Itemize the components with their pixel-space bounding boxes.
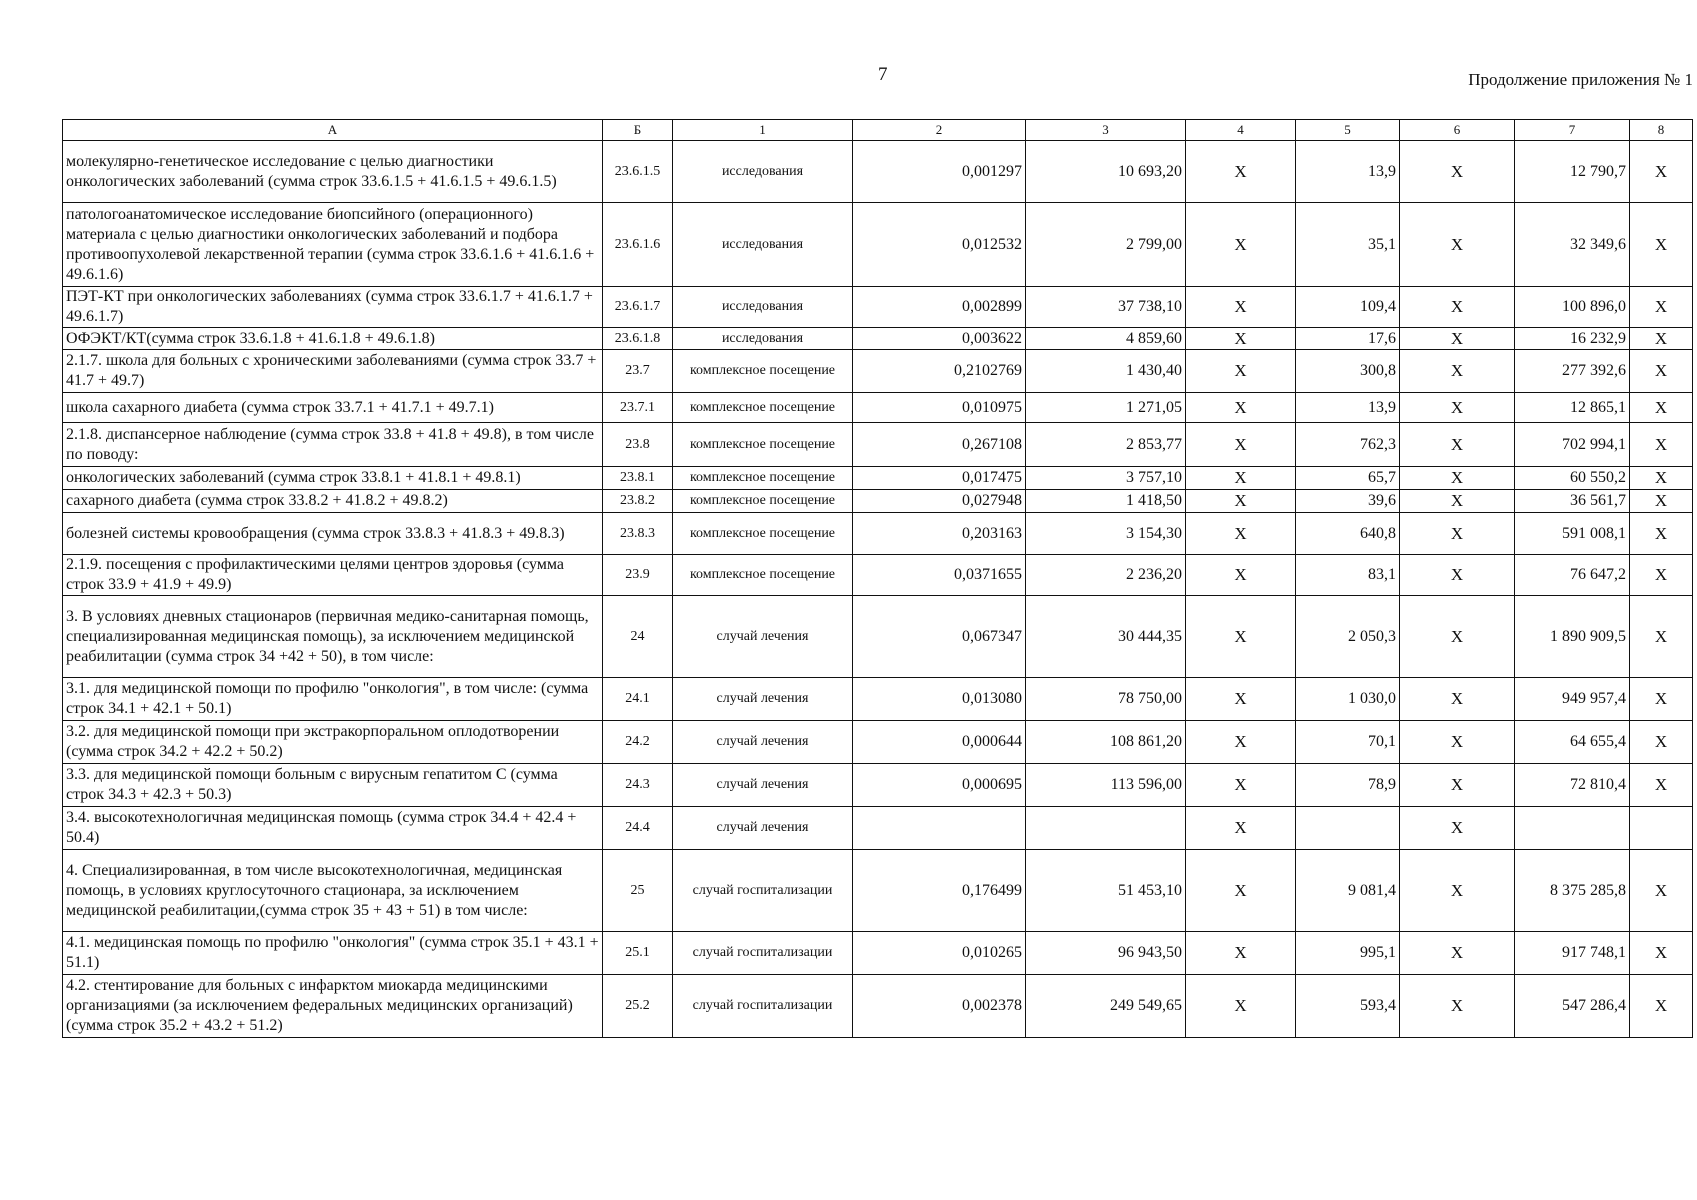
unit-cell: комплексное посещение bbox=[673, 555, 853, 596]
table-row bbox=[63, 596, 1693, 678]
row-label: 2.1.7. школа для больных с хроническими заболеваниями (сумма строк 33.7 + 41.7 + 49.7) bbox=[63, 350, 603, 393]
row-code: 25.2 bbox=[603, 975, 673, 1038]
table-row bbox=[63, 287, 1693, 328]
col7-cell: 8 375 285,8 bbox=[1515, 850, 1630, 932]
col6-cell: Х bbox=[1400, 287, 1515, 328]
unit-cell: случай лечения bbox=[673, 764, 853, 807]
table-row bbox=[63, 350, 1693, 393]
col3-cell: 113 596,00 bbox=[1026, 764, 1186, 807]
table-row bbox=[63, 490, 1693, 513]
col3-cell: 30 444,35 bbox=[1026, 596, 1186, 678]
col2-cell: 0,176499 bbox=[853, 850, 1026, 932]
col5-cell: 78,9 bbox=[1296, 764, 1400, 807]
col5-cell: 17,6 bbox=[1296, 328, 1400, 350]
col8-cell: Х bbox=[1630, 287, 1693, 328]
col7-cell: 72 810,4 bbox=[1515, 764, 1630, 807]
col4-cell: Х bbox=[1186, 467, 1296, 490]
table-row bbox=[63, 423, 1693, 467]
col7-cell: 917 748,1 bbox=[1515, 932, 1630, 975]
col7-cell: 277 392,6 bbox=[1515, 350, 1630, 393]
col6-cell: Х bbox=[1400, 513, 1515, 555]
col3-cell: 78 750,00 bbox=[1026, 678, 1186, 721]
col7-cell: 12 865,1 bbox=[1515, 393, 1630, 423]
row-label: молекулярно-генетическое исследование с целью диагностики онкологических заболеваний (сумма строк 33.6.1.5 + 41.6.1.5 + 49.6.1.5) bbox=[63, 141, 603, 203]
row-code: 25 bbox=[603, 850, 673, 932]
unit-cell: случай госпитализации bbox=[673, 975, 853, 1038]
col6-cell: Х bbox=[1400, 678, 1515, 721]
col5-cell: 109,4 bbox=[1296, 287, 1400, 328]
header-cell: 1 bbox=[673, 120, 853, 141]
col7-cell: 76 647,2 bbox=[1515, 555, 1630, 596]
unit-cell: комплексное посещение bbox=[673, 513, 853, 555]
row-code: 23.8 bbox=[603, 423, 673, 467]
col2-cell: 0,001297 bbox=[853, 141, 1026, 203]
col2-cell: 0,012532 bbox=[853, 203, 1026, 287]
row-label: 4. Специализированная, в том числе высокотехнологичная, медицинская помощь, в условиях круглосуточного стационара, за исключением медицинской реабилитации,(сумма строк 35 + 43 + 51) в том числе: bbox=[63, 850, 603, 932]
col6-cell: Х bbox=[1400, 721, 1515, 764]
col5-cell: 13,9 bbox=[1296, 393, 1400, 423]
col4-cell: Х bbox=[1186, 555, 1296, 596]
unit-cell: исследования bbox=[673, 287, 853, 328]
col4-cell: Х bbox=[1186, 975, 1296, 1038]
unit-cell: комплексное посещение bbox=[673, 393, 853, 423]
col3-cell: 3 154,30 bbox=[1026, 513, 1186, 555]
col8-cell: Х bbox=[1630, 203, 1693, 287]
unit-cell: комплексное посещение bbox=[673, 467, 853, 490]
col3-cell: 2 799,00 bbox=[1026, 203, 1186, 287]
row-label: патологоанатомическое исследование биопсийного (операционного) материала с целью диагностики онкологических заболеваний и подбора противоопухолевой лекарственной терапии (сумма строк 33.6.1.6 + 41.6.1.6 + 49.6.1.6) bbox=[63, 203, 603, 287]
row-label: 2.1.8. диспансерное наблюдение (сумма строк 33.8 + 41.8 + 49.8), в том числе по поводу: bbox=[63, 423, 603, 467]
table-row bbox=[63, 721, 1693, 764]
col8-cell: Х bbox=[1630, 393, 1693, 423]
header-cell: Б bbox=[603, 120, 673, 141]
col6-cell: Х bbox=[1400, 932, 1515, 975]
continuation-note: Продолжение приложения № 1 bbox=[1468, 70, 1693, 89]
col8-cell: Х bbox=[1630, 423, 1693, 467]
page-number: 7 bbox=[878, 64, 888, 85]
col3-cell: 249 549,65 bbox=[1026, 975, 1186, 1038]
row-code: 24.3 bbox=[603, 764, 673, 807]
header-row bbox=[63, 120, 1693, 141]
table-row bbox=[63, 328, 1693, 350]
col4-cell: Х bbox=[1186, 141, 1296, 203]
unit-cell: исследования bbox=[673, 203, 853, 287]
col7-cell: 591 008,1 bbox=[1515, 513, 1630, 555]
col7-cell: 32 349,6 bbox=[1515, 203, 1630, 287]
col4-cell: Х bbox=[1186, 807, 1296, 850]
col6-cell: Х bbox=[1400, 490, 1515, 513]
header-cell: 6 bbox=[1400, 120, 1515, 141]
col4-cell: Х bbox=[1186, 596, 1296, 678]
col6-cell: Х bbox=[1400, 467, 1515, 490]
col5-cell: 2 050,3 bbox=[1296, 596, 1400, 678]
header-cell: 5 bbox=[1296, 120, 1400, 141]
row-label: болезней системы кровообращения (сумма строк 33.8.3 + 41.8.3 + 49.8.3) bbox=[63, 513, 603, 555]
col4-cell: Х bbox=[1186, 350, 1296, 393]
col8-cell: Х bbox=[1630, 513, 1693, 555]
row-label: ОФЭКТ/КТ(сумма строк 33.6.1.8 + 41.6.1.8 + 49.6.1.8) bbox=[63, 328, 603, 350]
row-code: 23.6.1.8 bbox=[603, 328, 673, 350]
col2-cell: 0,267108 bbox=[853, 423, 1026, 467]
col4-cell: Х bbox=[1186, 764, 1296, 807]
col6-cell: Х bbox=[1400, 975, 1515, 1038]
col2-cell bbox=[853, 807, 1026, 850]
unit-cell: комплексное посещение bbox=[673, 490, 853, 513]
col4-cell: Х bbox=[1186, 721, 1296, 764]
col2-cell: 0,067347 bbox=[853, 596, 1026, 678]
row-code: 24 bbox=[603, 596, 673, 678]
header-cell: 8 bbox=[1630, 120, 1693, 141]
unit-cell: случай госпитализации bbox=[673, 932, 853, 975]
row-label: 2.1.9. посещения с профилактическими целями центров здоровья (сумма строк 33.9 + 41.9 + 49.9) bbox=[63, 555, 603, 596]
unit-cell: случай лечения bbox=[673, 678, 853, 721]
col5-cell: 640,8 bbox=[1296, 513, 1400, 555]
col8-cell: Х bbox=[1630, 328, 1693, 350]
col5-cell: 593,4 bbox=[1296, 975, 1400, 1038]
col2-cell: 0,0371655 bbox=[853, 555, 1026, 596]
col6-cell: Х bbox=[1400, 555, 1515, 596]
col6-cell: Х bbox=[1400, 393, 1515, 423]
col8-cell: Х bbox=[1630, 596, 1693, 678]
col2-cell: 0,010975 bbox=[853, 393, 1026, 423]
col3-cell: 1 418,50 bbox=[1026, 490, 1186, 513]
col4-cell: Х bbox=[1186, 328, 1296, 350]
col4-cell: Х bbox=[1186, 850, 1296, 932]
col7-cell: 36 561,7 bbox=[1515, 490, 1630, 513]
col4-cell: Х bbox=[1186, 513, 1296, 555]
unit-cell: случай лечения bbox=[673, 596, 853, 678]
col8-cell: Х bbox=[1630, 490, 1693, 513]
header-cell: 4 bbox=[1186, 120, 1296, 141]
col6-cell: Х bbox=[1400, 764, 1515, 807]
col3-cell: 10 693,20 bbox=[1026, 141, 1186, 203]
col6-cell: Х bbox=[1400, 596, 1515, 678]
col5-cell: 762,3 bbox=[1296, 423, 1400, 467]
col5-cell: 70,1 bbox=[1296, 721, 1400, 764]
row-code: 25.1 bbox=[603, 932, 673, 975]
header-cell: А bbox=[63, 120, 603, 141]
header-cell: 3 bbox=[1026, 120, 1186, 141]
unit-cell: исследования bbox=[673, 141, 853, 203]
col4-cell: Х bbox=[1186, 490, 1296, 513]
table-row bbox=[63, 513, 1693, 555]
col3-cell: 96 943,50 bbox=[1026, 932, 1186, 975]
row-code: 23.8.1 bbox=[603, 467, 673, 490]
col7-cell: 702 994,1 bbox=[1515, 423, 1630, 467]
col2-cell: 0,2102769 bbox=[853, 350, 1026, 393]
row-label: 4.1. медицинская помощь по профилю "онкология" (сумма строк 35.1 + 43.1 + 51.1) bbox=[63, 932, 603, 975]
col2-cell: 0,010265 bbox=[853, 932, 1026, 975]
col5-cell: 995,1 bbox=[1296, 932, 1400, 975]
row-label: 3. В условиях дневных стационаров (первичная медико-санитарная помощь, специализированная медицинская помощь), за исключением медицинской реабилитации (сумма строк 34 +42 + 50), в том числе: bbox=[63, 596, 603, 678]
unit-cell: случай госпитализации bbox=[673, 850, 853, 932]
col4-cell: Х bbox=[1186, 932, 1296, 975]
col5-cell: 13,9 bbox=[1296, 141, 1400, 203]
row-code: 24.1 bbox=[603, 678, 673, 721]
col5-cell: 9 081,4 bbox=[1296, 850, 1400, 932]
table-row bbox=[63, 555, 1693, 596]
col5-cell: 35,1 bbox=[1296, 203, 1400, 287]
table-row bbox=[63, 850, 1693, 932]
row-label: школа сахарного диабета (сумма строк 33.7.1 + 41.7.1 + 49.7.1) bbox=[63, 393, 603, 423]
col7-cell bbox=[1515, 807, 1630, 850]
row-label: 3.3. для медицинской помощи больным с вирусным гепатитом С (сумма строк 34.3 + 42.3 + 50.3) bbox=[63, 764, 603, 807]
unit-cell: случай лечения bbox=[673, 807, 853, 850]
col6-cell: Х bbox=[1400, 141, 1515, 203]
col4-cell: Х bbox=[1186, 393, 1296, 423]
row-code: 23.6.1.6 bbox=[603, 203, 673, 287]
col2-cell: 0,017475 bbox=[853, 467, 1026, 490]
row-code: 23.7 bbox=[603, 350, 673, 393]
col6-cell: Х bbox=[1400, 423, 1515, 467]
col2-cell: 0,027948 bbox=[853, 490, 1026, 513]
header-cell: 7 bbox=[1515, 120, 1630, 141]
table-row bbox=[63, 975, 1693, 1038]
col8-cell: Х bbox=[1630, 975, 1693, 1038]
col7-cell: 100 896,0 bbox=[1515, 287, 1630, 328]
row-code: 24.2 bbox=[603, 721, 673, 764]
unit-cell: комплексное посещение bbox=[673, 423, 853, 467]
row-code: 23.9 bbox=[603, 555, 673, 596]
row-code: 23.6.1.5 bbox=[603, 141, 673, 203]
row-code: 23.8.2 bbox=[603, 490, 673, 513]
col7-cell: 547 286,4 bbox=[1515, 975, 1630, 1038]
table-row bbox=[63, 393, 1693, 423]
row-label: ПЭТ-КТ при онкологических заболеваниях (сумма строк 33.6.1.7 + 41.6.1.7 + 49.6.1.7) bbox=[63, 287, 603, 328]
row-label: 3.1. для медицинской помощи по профилю "онкология", в том числе: (сумма строк 34.1 + 42.1 + 50.1) bbox=[63, 678, 603, 721]
col7-cell: 16 232,9 bbox=[1515, 328, 1630, 350]
data-table bbox=[62, 119, 1693, 1038]
table-row bbox=[63, 141, 1693, 203]
col4-cell: Х bbox=[1186, 203, 1296, 287]
unit-cell: комплексное посещение bbox=[673, 350, 853, 393]
col5-cell: 1 030,0 bbox=[1296, 678, 1400, 721]
row-label: 3.4. высокотехнологичная медицинская помощь (сумма строк 34.4 + 42.4 + 50.4) bbox=[63, 807, 603, 850]
col8-cell bbox=[1630, 807, 1693, 850]
table-row bbox=[63, 467, 1693, 490]
col2-cell: 0,203163 bbox=[853, 513, 1026, 555]
col3-cell: 1 271,05 bbox=[1026, 393, 1186, 423]
col7-cell: 1 890 909,5 bbox=[1515, 596, 1630, 678]
col6-cell: Х bbox=[1400, 350, 1515, 393]
col5-cell bbox=[1296, 807, 1400, 850]
col4-cell: Х bbox=[1186, 287, 1296, 328]
col3-cell: 1 430,40 bbox=[1026, 350, 1186, 393]
col2-cell: 0,003622 bbox=[853, 328, 1026, 350]
col6-cell: Х bbox=[1400, 328, 1515, 350]
col6-cell: Х bbox=[1400, 850, 1515, 932]
col3-cell: 37 738,10 bbox=[1026, 287, 1186, 328]
col3-cell: 2 236,20 bbox=[1026, 555, 1186, 596]
table-row bbox=[63, 932, 1693, 975]
row-label: онкологических заболеваний (сумма строк 33.8.1 + 41.8.1 + 49.8.1) bbox=[63, 467, 603, 490]
col7-cell: 64 655,4 bbox=[1515, 721, 1630, 764]
col7-cell: 949 957,4 bbox=[1515, 678, 1630, 721]
table-row bbox=[63, 203, 1693, 287]
table-row bbox=[63, 764, 1693, 807]
col5-cell: 39,6 bbox=[1296, 490, 1400, 513]
col8-cell: Х bbox=[1630, 932, 1693, 975]
col3-cell bbox=[1026, 807, 1186, 850]
unit-cell: случай лечения bbox=[673, 721, 853, 764]
header-cell: 2 bbox=[853, 120, 1026, 141]
col2-cell: 0,000644 bbox=[853, 721, 1026, 764]
col2-cell: 0,002378 bbox=[853, 975, 1026, 1038]
col8-cell: Х bbox=[1630, 141, 1693, 203]
row-code: 24.4 bbox=[603, 807, 673, 850]
col8-cell: Х bbox=[1630, 678, 1693, 721]
col8-cell: Х bbox=[1630, 764, 1693, 807]
row-code: 23.6.1.7 bbox=[603, 287, 673, 328]
row-code: 23.7.1 bbox=[603, 393, 673, 423]
table-body bbox=[63, 141, 1693, 1038]
row-label: 4.2. стентирование для больных с инфарктом миокарда медицинскими организациями (за исключением федеральных медицинских организаций) (сумма строк 35.2 + 43.2 + 51.2) bbox=[63, 975, 603, 1038]
row-label: сахарного диабета (сумма строк 33.8.2 + 41.8.2 + 49.8.2) bbox=[63, 490, 603, 513]
col4-cell: Х bbox=[1186, 423, 1296, 467]
unit-cell: исследования bbox=[673, 328, 853, 350]
col2-cell: 0,013080 bbox=[853, 678, 1026, 721]
col3-cell: 2 853,77 bbox=[1026, 423, 1186, 467]
col6-cell: Х bbox=[1400, 807, 1515, 850]
col5-cell: 83,1 bbox=[1296, 555, 1400, 596]
col5-cell: 65,7 bbox=[1296, 467, 1400, 490]
col8-cell: Х bbox=[1630, 721, 1693, 764]
col4-cell: Х bbox=[1186, 678, 1296, 721]
row-code: 23.8.3 bbox=[603, 513, 673, 555]
col8-cell: Х bbox=[1630, 850, 1693, 932]
table-row bbox=[63, 678, 1693, 721]
col7-cell: 60 550,2 bbox=[1515, 467, 1630, 490]
row-label: 3.2. для медицинской помощи при экстракорпоральном оплодотворении (сумма строк 34.2 + 42.2 + 50.2) bbox=[63, 721, 603, 764]
col2-cell: 0,002899 bbox=[853, 287, 1026, 328]
col7-cell: 12 790,7 bbox=[1515, 141, 1630, 203]
col8-cell: Х bbox=[1630, 467, 1693, 490]
col6-cell: Х bbox=[1400, 203, 1515, 287]
col3-cell: 3 757,10 bbox=[1026, 467, 1186, 490]
col3-cell: 51 453,10 bbox=[1026, 850, 1186, 932]
col2-cell: 0,000695 bbox=[853, 764, 1026, 807]
col8-cell: Х bbox=[1630, 555, 1693, 596]
table-row bbox=[63, 807, 1693, 850]
col3-cell: 108 861,20 bbox=[1026, 721, 1186, 764]
col3-cell: 4 859,60 bbox=[1026, 328, 1186, 350]
col5-cell: 300,8 bbox=[1296, 350, 1400, 393]
col8-cell: Х bbox=[1630, 350, 1693, 393]
